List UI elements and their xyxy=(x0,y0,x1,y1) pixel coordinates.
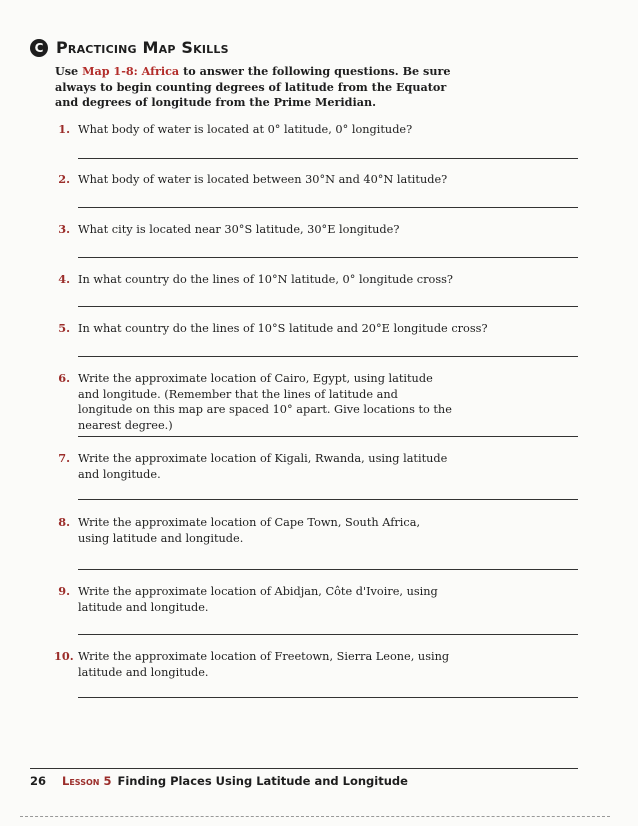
question-2 xyxy=(54,172,494,188)
question-number: 4. xyxy=(58,272,70,286)
question-number: 2. xyxy=(58,172,70,186)
lesson-label: Lesson 5 xyxy=(62,774,112,788)
question-text: Write the approximate location of Kigali, Rwanda, using latitude and longitude. xyxy=(78,452,448,481)
answer-line-5[interactable] xyxy=(78,356,578,357)
page-footer xyxy=(30,774,408,788)
instructions-body: to answer the following questions. Be sure always to begin counting degrees of latitude from the Equator and degrees of longitude from the Prime Meridian. xyxy=(55,64,451,109)
answer-line-2[interactable] xyxy=(78,207,578,208)
question-6 xyxy=(54,371,454,433)
answer-line-10[interactable] xyxy=(78,697,578,698)
map-reference: Map 1-8: Africa xyxy=(82,64,180,78)
question-text: Write the approximate location of Freetown, Sierra Leone, using latitude and longitude. xyxy=(78,650,450,679)
answer-line-7[interactable] xyxy=(78,499,578,500)
question-8 xyxy=(54,515,444,546)
question-number: 3. xyxy=(58,222,70,236)
question-7 xyxy=(54,451,454,482)
question-text: Write the approximate location of Abidjan, Côte d'Ivoire, using latitude and longitude. xyxy=(78,585,438,614)
question-10 xyxy=(54,649,484,680)
answer-line-8[interactable] xyxy=(78,569,578,570)
page-number: 26 xyxy=(30,774,47,788)
question-5 xyxy=(54,321,494,337)
question-text: Write the approximate location of Cairo, Egypt, using latitude and longitude. (Remember that the lines of latitude and longitude on this map are spaced 10° apart. Give locations to the nearest degree.) xyxy=(78,372,452,432)
question-text: Write the approximate location of Cape Town, South Africa, using latitude and longitude. xyxy=(78,516,421,545)
question-number: 1. xyxy=(58,122,70,136)
instructions xyxy=(55,64,455,111)
question-number: 10. xyxy=(54,649,74,663)
footer-rule xyxy=(30,768,578,769)
answer-line-9[interactable] xyxy=(78,634,578,635)
question-number: 8. xyxy=(58,515,70,529)
question-4 xyxy=(54,272,494,288)
answer-line-6[interactable] xyxy=(78,436,578,437)
question-text: In what country do the lines of 10°N latitude, 0° longitude cross? xyxy=(78,273,453,286)
question-number: 5. xyxy=(58,321,70,335)
question-number: 7. xyxy=(58,451,70,465)
question-3 xyxy=(54,222,494,238)
answer-line-4[interactable] xyxy=(78,306,578,307)
answer-line-3[interactable] xyxy=(78,257,578,258)
question-text: What city is located near 30°S latitude, 30°E longitude? xyxy=(78,223,400,236)
question-9 xyxy=(54,584,474,615)
section-title: Practicing Map Skills xyxy=(56,38,229,57)
question-number: 6. xyxy=(58,371,70,385)
answer-line-1[interactable] xyxy=(78,158,578,159)
question-text: In what country do the lines of 10°S latitude and 20°E longitude cross? xyxy=(78,322,488,335)
instructions-lead: Use xyxy=(55,64,83,78)
question-text: What body of water is located between 30°N and 40°N latitude? xyxy=(78,173,448,186)
section-badge: C xyxy=(30,39,48,57)
page-bottom-edge xyxy=(20,816,610,817)
section-header xyxy=(30,38,229,57)
lesson-title: Finding Places Using Latitude and Longitude xyxy=(117,774,408,788)
question-number: 9. xyxy=(58,584,70,598)
question-text: What body of water is located at 0° latitude, 0° longitude? xyxy=(78,123,413,136)
question-1 xyxy=(54,122,494,138)
